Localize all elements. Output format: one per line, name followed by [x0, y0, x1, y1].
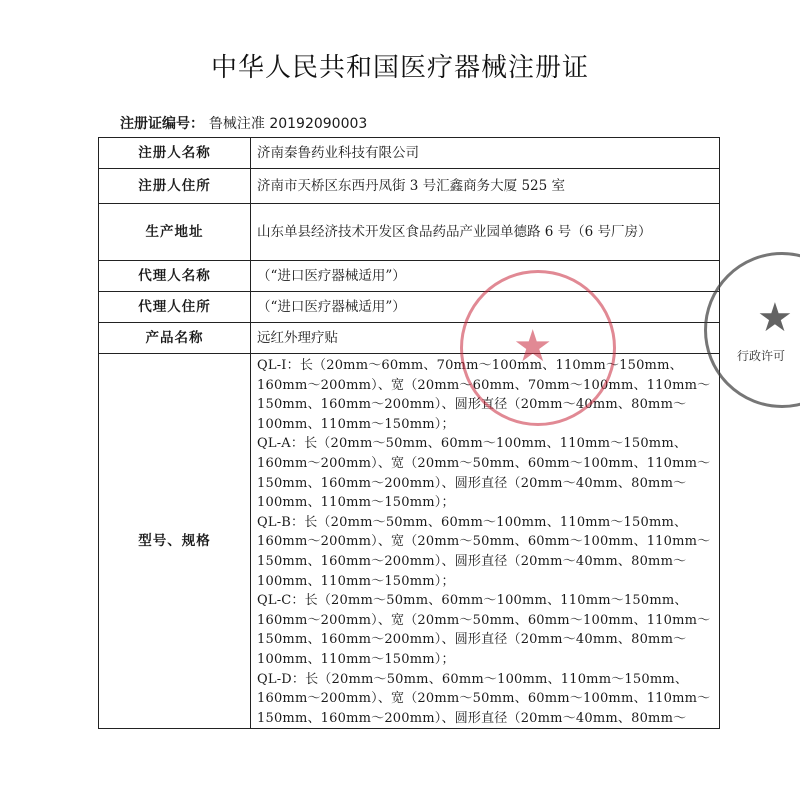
registrant-address-value: 济南市天桥区东西丹凤街 3 号汇鑫商务大厦 525 室 — [251, 169, 720, 204]
registrant-name-label: 注册人名称 — [99, 138, 251, 169]
table-row — [99, 323, 720, 354]
product-name-value: 远红外理疗贴 — [251, 323, 720, 354]
registrant-address-label: 注册人住所 — [99, 169, 251, 204]
table-row — [99, 204, 720, 261]
registration-number: 鲁械注准 20192090003 — [208, 116, 368, 132]
product-name-label: 产品名称 — [99, 323, 251, 354]
table-row — [99, 138, 720, 169]
agent-name-value: （“进口医疗器械适用”） — [251, 261, 720, 292]
model-spec-label: 型号、规格 — [99, 354, 251, 729]
star-icon: ★ — [513, 321, 553, 372]
document-title: 中华人民共和国医疗器械注册证 — [210, 53, 589, 83]
model-spec-value: QL-I：长（20mm～60mm、70mm～100mm、110mm～150mm、 160mm～200mm）、宽（20mm～60mm、70mm～100mm、110mm～ 150mm、160mm～200mm）、圆形直径（20mm～40mm、80mm～ 100mm、110mm～150mm）； QL-A：长（20mm～50mm、60mm～100mm、110mm～150mm、 160mm～200mm）、宽（20mm～50mm、60mm～100mm、110mm～ 150mm、160mm～200mm）、圆形直径（20mm～40mm、80mm～ 100mm、110mm～150mm）； QL-B：长（20mm～50mm、60mm～100mm、110mm～150mm、 160mm～200mm）、宽（20mm～50mm、60mm～100mm、110mm～ 150mm、160mm～200mm）、圆形直径（20mm～40mm、80mm～ 100mm、110mm～150mm）； QL-C：长（20mm～50mm、60mm～100mm、110mm～150mm、 160mm～200mm）、宽（20mm～50mm、60mm～100mm、110mm～ 150mm、160mm～200mm）、圆形直径（20mm～40mm、80mm～ 100mm、110mm～150mm）； QL-D：长（20mm～50mm、60mm～100mm、110mm～150mm、 160mm～200mm）、宽（20mm～50mm、60mm～100mm、110mm～ 150mm、160mm～200mm）、圆形直径（20mm～40mm、80mm～ — [257, 358, 711, 726]
table-row — [99, 354, 720, 729]
certificate-table — [98, 137, 720, 729]
registration-number-line — [120, 113, 367, 133]
table-row — [99, 169, 720, 204]
production-address-label: 生产地址 — [99, 204, 251, 261]
side-seal-text: 行政许可 — [737, 349, 786, 363]
agent-address-value: （“进口医疗器械适用”） — [251, 292, 720, 323]
star-icon: ★ — [757, 295, 793, 341]
agent-address-label: 代理人住所 — [99, 292, 251, 323]
table-row — [99, 261, 720, 292]
production-address-value: 山东单县经济技术开发区食品药品产业园单德路 6 号（6 号厂房） — [251, 204, 720, 261]
agent-name-label: 代理人名称 — [99, 261, 251, 292]
table-row — [99, 292, 720, 323]
model-spec-cell — [251, 354, 720, 729]
registrant-name-value: 济南秦鲁药业科技有限公司 — [251, 138, 720, 169]
registration-label: 注册证编号： — [120, 116, 204, 132]
